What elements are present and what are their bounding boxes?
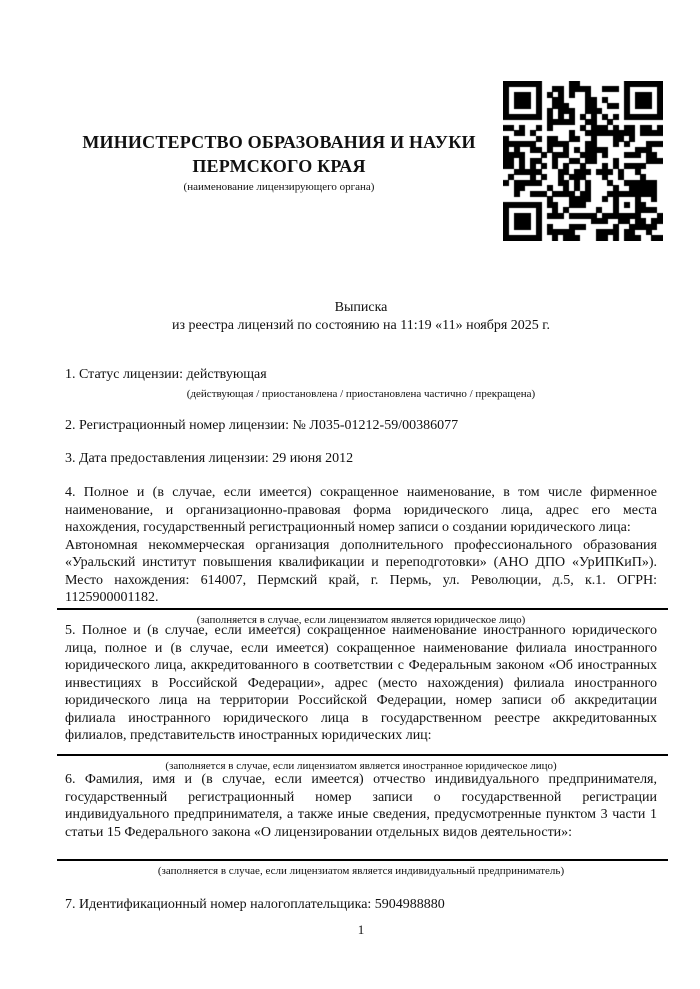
fill-line [57,754,668,756]
individual-entrepreneur-question: 6. Фамилия, имя и (в случае, если имеется) отчество индивидуального предпринимателя, государственный регистрационный номер записи о государственной регистрации индивидуального предпринимателя, а также иные сведения, предусмотренные пунктом 3 части 1 статьи 15 Федерального закона «О лицензировании отдельных видов деятельности»: [65,772,657,840]
taxpayer-number-text: 7. Идентификационный номер налогоплательщика: 5904988880 [65,897,445,912]
item-license-status [65,366,657,401]
item-registration-number [65,417,657,435]
item-legal-entity [65,484,657,627]
item-license-date [65,450,657,468]
item-taxpayer-number [65,896,657,914]
legal-entity-value: Автономная некоммерческая организация дополнительного профессионального образования «Уральский институт повышения квалификации и переподготовки» (АНО ДПО «УрИПКиП»). Место нахождения: 614007, Пермский край, г. Пермь, ул. Революции, д.5, к.1. ОГРН: 1125900001182. [65,537,657,605]
item-foreign-entity [65,622,657,773]
foreign-entity-question: 5. Полное и (в случае, если имеется) сокращенное наименование иностранного юридического лица, полное и (в случае, если имеется) сокращенное наименование филиала иностранного юридического лица, аккредитованного в соответствии с Федеральным законом «Об иностранных инвестициях в Российской Федерации», адрес (место нахождения) филиала иностранного юридического лица на территории Российской Федерации, номер записи об аккредитации филиала иностранного юридического лица в государственном реестре аккредитованных филиалов, представительств иностранных юридических лиц: [65,623,657,743]
document-title [65,299,657,334]
licensing-authority-header [65,130,493,194]
page-number: 1 [357,922,365,937]
individual-entrepreneur-caption: (заполняется в случае, если лицензиатом является индивидуальный предприниматель) [157,865,565,877]
ministry-name-line1: МИНИСТЕРСТВО ОБРАЗОВАНИЯ И НАУКИ [82,132,476,152]
document-title-line1: Выписка [334,300,388,315]
license-status-caption: (действующая / приостановлена / приостановлена частично / прекращена) [186,387,536,400]
fill-line [57,608,668,610]
ministry-caption: (наименование лицензирующего органа) [183,181,375,193]
ministry-name-line2: ПЕРМСКОГО КРАЯ [192,156,366,176]
document-title-line2: из реестра лицензий по состоянию на 11:19 «11» ноября 2025 г. [172,317,550,333]
legal-entity-caption: (заполняется в случае, если лицензиатом является юридическое лицо) [196,613,526,626]
legal-entity-question: 4. Полное и (в случае, если имеется) сокращенное наименование, в том числе фирменное наименование, и организационно-правовая форма юридического лица, адрес его места нахождения, государственный регистрационный номер записи о создании юридического лица: [65,485,657,535]
license-status-text: 1. Статус лицензии: действующая [65,367,267,382]
item-individual-entrepreneur [65,771,657,878]
qr-code-icon [503,81,663,241]
fill-line [57,859,668,861]
foreign-entity-caption: (заполняется в случае, если лицензиатом является иностранное юридическое лицо) [165,759,557,772]
license-date-text: 3. Дата предоставления лицензии: 29 июня 2012 [65,451,354,466]
registration-number-text: 2. Регистрационный номер лицензии: № Л035-01212-59/00386077 [65,418,459,433]
